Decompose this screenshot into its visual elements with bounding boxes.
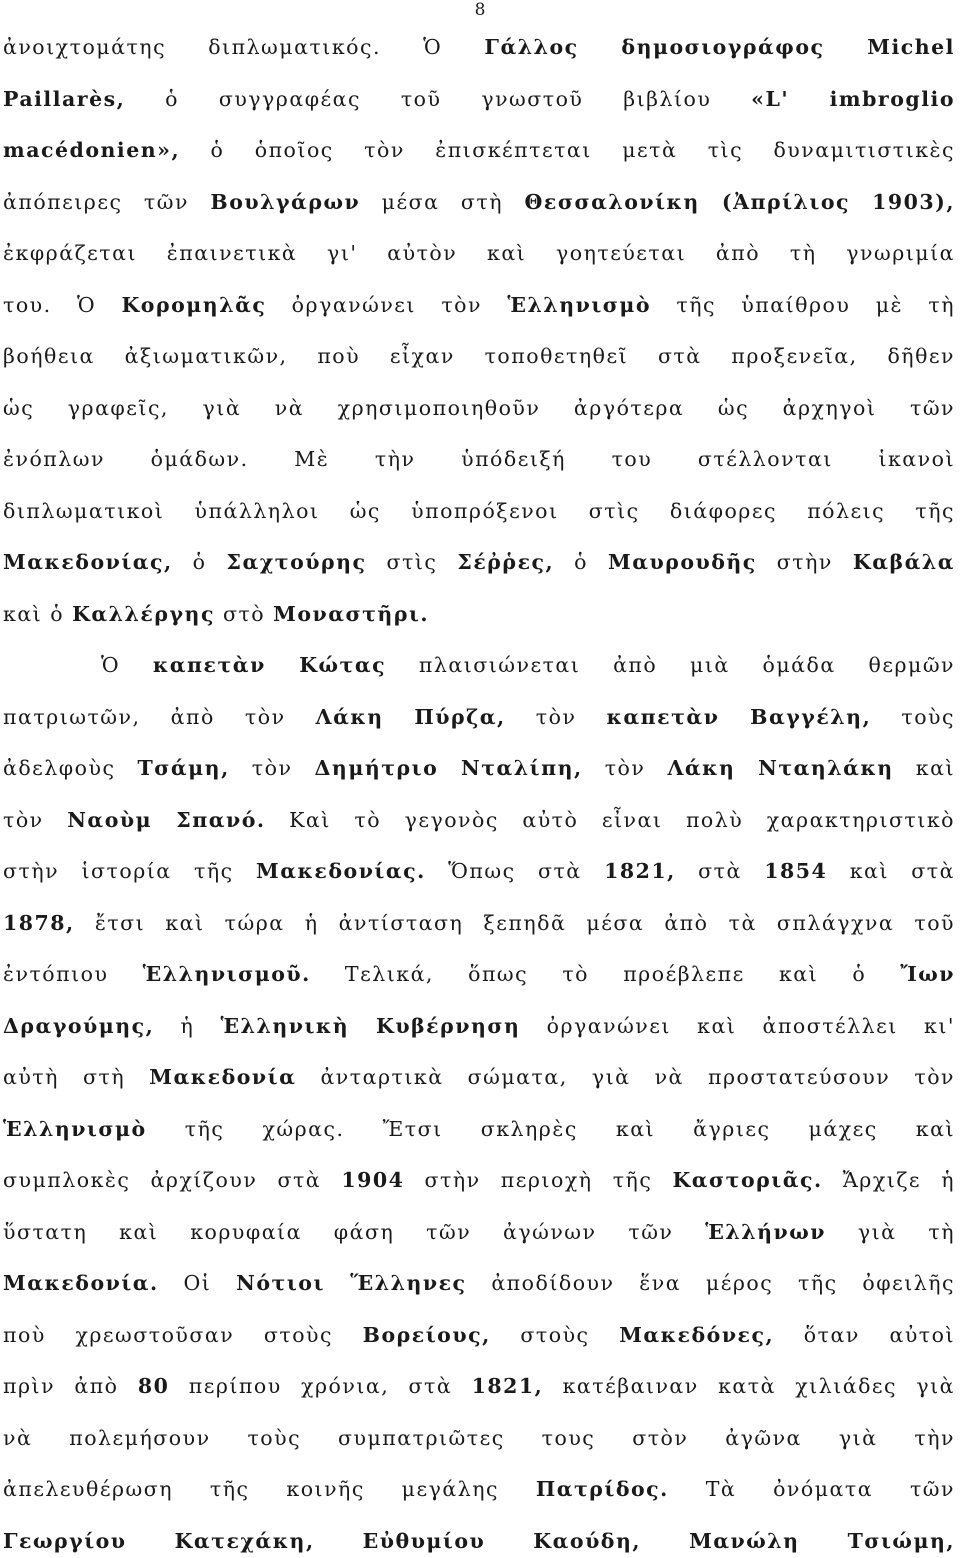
bold-text: Λάκη Πύρζα, (315, 704, 506, 729)
text-span: ὁ συγγραφέας τοῦ γνωστοῦ βιβλίου (125, 86, 752, 111)
text-line (3, 1112, 955, 1146)
bold-text: «L' imbroglio (751, 86, 955, 111)
bold-text: 80 (137, 1374, 170, 1398)
text-span: καὶ (893, 756, 955, 780)
bold-text: Ἑλλήνων (705, 1219, 826, 1244)
text-span: στοὺς (490, 1322, 620, 1347)
bold-text: Μακεδόνες, (619, 1322, 775, 1347)
text-span: πατριωτῶν, ἀπὸ τὸν (3, 704, 316, 729)
bold-text: 1821, (471, 1374, 544, 1398)
text-span: Τελικά, ὅπως τὸ προέβλεπε καὶ ὁ (310, 962, 901, 986)
bold-text: Μακεδονίας. (256, 859, 426, 883)
bold-text: macédonien», (3, 138, 181, 162)
text-line (3, 700, 955, 734)
bold-text: Πατρίδος. (535, 1477, 669, 1501)
text-span: μέσα στὴ (360, 189, 525, 214)
bold-text: Μαυρουδῆς (608, 550, 757, 574)
bold-text: Λάκη Νταηλάκη (667, 756, 894, 780)
bold-text: Δημήτριο Νταλίπη, (314, 756, 583, 780)
text-span: ἀπόπειρες τῶν (3, 189, 211, 214)
text-span: Ὅπως στὰ (425, 859, 605, 883)
bold-text: Ἑλληνισμὸ (507, 292, 652, 317)
bold-text: Καστοριᾶς. (672, 1168, 823, 1192)
text-line (3, 957, 955, 991)
text-span: Ἄρχιζε ἡ (822, 1168, 956, 1192)
bold-text: καπετὰν Βαγγέλη, (606, 704, 872, 729)
bold-text: Ναοὺμ Σπανό. (67, 807, 266, 832)
text-span: τοὺς (871, 704, 955, 729)
text-line (3, 288, 955, 322)
text-line (3, 494, 955, 528)
text-span: ὁ ὁποῖος τὸν ἐπισκέπτεται μετὰ τὶς δυναμιτιστικὲς (180, 138, 955, 162)
bold-text: καπετὰν Κώτας (152, 653, 387, 677)
bold-text: Ἑλληνικὴ Κυβέρνηση (220, 1013, 521, 1038)
text-span: συμπλοκὲς ἀρχίζουν στὰ (3, 1168, 342, 1192)
text-line (3, 1060, 955, 1094)
text-line (3, 1472, 955, 1506)
text-line (3, 751, 955, 785)
text-line (3, 82, 955, 116)
text-span: τῆς χώρας. Ἔτσι σκληρὲς καὶ ἄγριες μάχες καὶ (146, 1116, 955, 1141)
text-span: ὅταν αὐτοὶ (774, 1322, 955, 1347)
text-line (3, 545, 955, 579)
text-span: ὀργανώνει τὸν (266, 292, 508, 317)
bold-text: Θεσσαλονίκη (Ἀπρίλιος 1903), (524, 189, 955, 214)
bold-text: Ἑλληνισμὸ (3, 1116, 147, 1141)
bold-text: Τσάμη, (137, 756, 230, 780)
text-span: πρὶν ἀπὸ (3, 1374, 138, 1398)
text-line (3, 854, 955, 888)
text-span: περίπου χρόνια, στὰ (169, 1374, 472, 1398)
text-line (3, 1266, 955, 1300)
text-line (3, 442, 955, 476)
text-span: στὰ (675, 859, 765, 883)
bold-text: Βουλγάρων (210, 189, 361, 214)
bold-text: 1854 (764, 859, 828, 883)
text-span: Τὰ ὀνόματα τῶν (668, 1477, 955, 1501)
bold-text: Μακεδονίας, (3, 550, 173, 574)
text-span: τὸν (229, 756, 315, 780)
text-span: κατέβαιναν κατὰ χιλιάδες γιὰ (543, 1374, 956, 1398)
text-span: Καὶ τὸ γεγονὸς αὐτὸ εἶναι πολὺ χαρακτηριστικὸ (265, 807, 955, 832)
text-line (3, 1369, 955, 1403)
text-span: γιὰ τὴ (826, 1219, 955, 1244)
bold-text: Σέῤῥες, (457, 550, 555, 574)
text-line (3, 391, 955, 425)
text-span: τὸν (582, 756, 668, 780)
bold-text: Βορείους, (362, 1322, 491, 1347)
text-line (3, 133, 955, 167)
text-span: ὁ (172, 550, 227, 574)
text-span: ὕστατη καὶ κορυφαία φάση τῶν ἀγώνων τῶν (3, 1219, 706, 1244)
text-span: στὴν περιοχὴ τῆς (404, 1168, 673, 1192)
text-line (3, 1215, 955, 1249)
bold-text: Δραγούμης, (3, 1013, 155, 1038)
text-span: ἐνόπλων ὁμάδων. Μὲ τὴν ὑπόδειξή του στέλλονται ἱκανοὶ (3, 447, 955, 471)
text-line (3, 597, 955, 631)
text-span: ἔτσι καὶ τώρα ἡ ἀντίσταση ξεπηδᾶ μέσα ἀπὸ τὰ σπλάγχνα τοῦ (74, 910, 955, 935)
bold-text: Paillarès, (3, 86, 126, 111)
text-span: στὶς (366, 550, 458, 574)
text-span: στὴν (756, 550, 853, 574)
text-line (3, 1421, 955, 1455)
bold-text: Μοναστῆρι. (273, 601, 430, 626)
text-line (3, 1163, 955, 1197)
text-span: ἡ (154, 1013, 221, 1038)
text-span: ἀπελευθέρωση τῆς κοινῆς μεγάλης (3, 1477, 536, 1501)
text-span: τὸν (3, 807, 68, 832)
text-line (3, 236, 955, 270)
bold-text: Γεωργίου Κατεχάκη, Εὐθυμίου Καούδη, Μανώλη Τσιώμη, (3, 1528, 955, 1553)
bold-text: Ἴων (900, 962, 955, 986)
bold-text: Σαχτούρης (226, 550, 367, 574)
text-line (3, 1009, 955, 1043)
text-span: ποὺ χρεωστοῦσαν στοὺς (3, 1322, 363, 1347)
text-span: τὸν (505, 704, 607, 729)
bold-text: Μακεδονία (149, 1065, 297, 1089)
text-span: ὡς γραφεῖς, γιὰ νὰ χρησιμοποιηθοῦν ἀργότερα ὡς ἀρχηγοὶ τῶν (3, 395, 955, 420)
text-line (3, 30, 955, 64)
bold-text: 1904 (341, 1168, 405, 1192)
text-span: βοήθεια ἀξιωματικῶν, ποὺ εἶχαν τοποθετηθεῖ στὰ προξενεῖα, δῆθεν (3, 344, 955, 368)
text-span: ὁ (554, 550, 608, 574)
text-span: του. Ὁ (3, 292, 122, 317)
text-span: διπλωματικοὶ ὑπάλληλοι ὡς ὑποπρόξενοι στὶς διάφορες πόλεις τῆς (3, 498, 955, 523)
bold-text: 1878, (3, 910, 75, 935)
text-span: ἐκφράζεται ἐπαινετικὰ γι' αὐτὸν καὶ γοητεύεται ἀπὸ τὴ γνωριμία (3, 241, 955, 265)
text-span: τῆς ὑπαίθρου μὲ τὴ (651, 292, 955, 317)
text-span: ὀργανώνει καὶ ἀποστέλλει κι' (520, 1013, 955, 1038)
text-span: ἀνοιχτομάτης διπλωματικός. Ὁ (3, 35, 485, 59)
bold-text: Γάλλος δημοσιογράφος Michel (484, 35, 955, 59)
text-span: Ὁ (101, 653, 153, 677)
bold-text: Νότιοι Ἕλληνες (236, 1271, 467, 1295)
page-number: 8 (474, 0, 486, 20)
text-line (3, 339, 955, 373)
text-span: ἀποδίδουν ἕνα μέρος τῆς ὀφειλῆς (466, 1271, 955, 1295)
text-line (3, 803, 955, 837)
bold-text: Καλλέργης (72, 601, 215, 626)
bold-text: Ἑλληνισμοῦ. (142, 962, 311, 986)
text-span: πλαισιώνεται ἀπὸ μιὰ ὁμάδα θερμῶν (386, 653, 955, 677)
text-span: Οἱ (158, 1271, 237, 1295)
text-span: καὶ ὁ (3, 601, 73, 626)
bold-text: Καβάλα (852, 550, 956, 574)
text-line (3, 1318, 955, 1352)
bold-text: Μακεδονία. (3, 1271, 159, 1295)
text-span: αὐτὴ στὴ (3, 1065, 150, 1089)
text-line (101, 648, 955, 682)
text-span: καὶ στὰ (827, 859, 955, 883)
text-line (3, 906, 955, 940)
text-span: νὰ πολεμήσουν τοὺς συμπατριῶτες τους στὸν ἀγῶνα γιὰ τὴν (3, 1425, 955, 1450)
bold-text: Κορομηλᾶς (121, 292, 267, 317)
text-span: ἀνταρτικὰ σώματα, γιὰ νὰ προστατεύσουν τὸν (296, 1065, 955, 1089)
text-span: στὸ (214, 601, 274, 626)
text-span: ἀδελφοὺς (3, 756, 138, 780)
text-span: στὴν ἱστορία τῆς (3, 859, 257, 883)
bold-text: 1821, (604, 859, 676, 883)
text-line (3, 185, 955, 219)
text-line (3, 1524, 955, 1558)
text-span: ἐντόπιου (3, 962, 143, 986)
